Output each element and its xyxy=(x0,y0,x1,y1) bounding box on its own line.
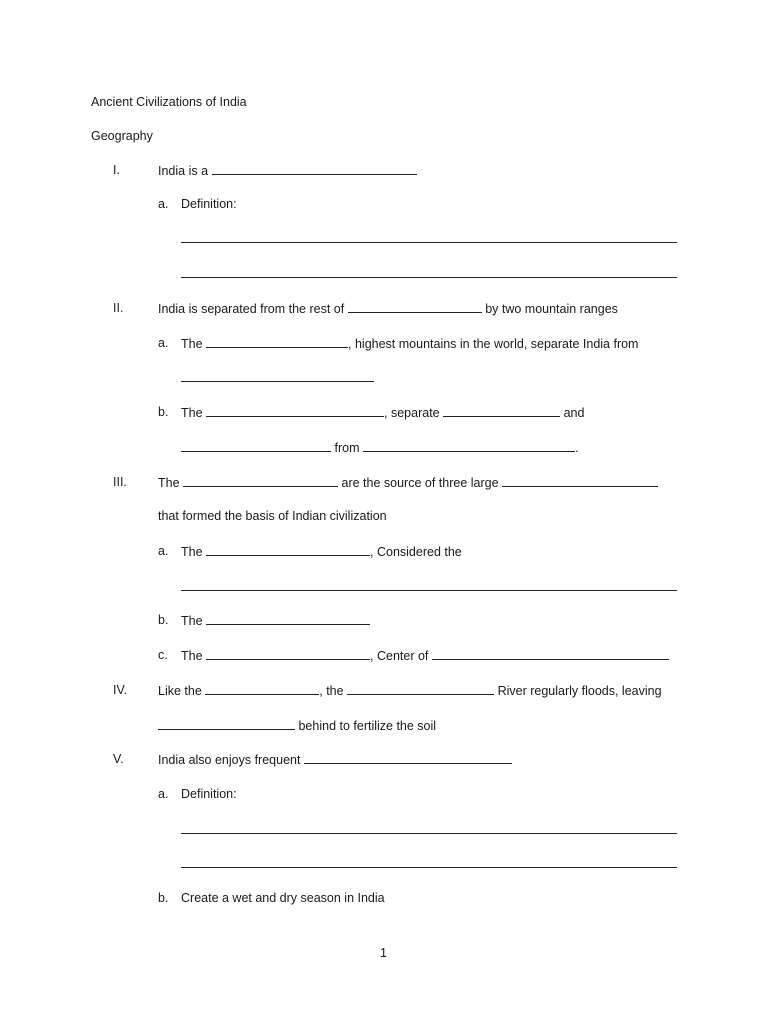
item-ii-a xyxy=(181,335,638,352)
numeral-ii: II. xyxy=(113,301,124,315)
section-heading: Geography xyxy=(91,129,153,143)
letter-ii-b: b. xyxy=(158,405,169,419)
word-the: The xyxy=(158,476,180,490)
item-iv xyxy=(158,682,662,699)
item-iv-river: River regularly floods, leaving xyxy=(497,684,662,698)
worksheet-title: Ancient Civilizations of India xyxy=(91,95,247,109)
blank-iii-b[interactable] xyxy=(206,612,370,625)
item-v-text: India also enjoys frequent xyxy=(158,753,301,767)
item-ii-b-cont xyxy=(181,439,578,456)
blank-iii-a[interactable] xyxy=(206,543,370,556)
item-iv-the: , the xyxy=(319,684,344,698)
letter-v-b: b. xyxy=(158,891,169,905)
letter-v-a: a. xyxy=(158,787,169,801)
item-iv-behind: behind to fertilize the soil xyxy=(298,719,437,733)
item-iii xyxy=(158,474,658,491)
blank-ii[interactable] xyxy=(348,300,482,313)
numeral-i: I. xyxy=(113,163,120,177)
word-the: The xyxy=(181,545,203,559)
definition-label-i: Definition: xyxy=(181,197,237,211)
page-number: 1 xyxy=(380,946,387,960)
item-i-text: India is a xyxy=(158,164,209,178)
item-ii-a-cont xyxy=(181,369,374,386)
item-iii-b xyxy=(181,612,370,629)
blank-iii-c-1[interactable] xyxy=(206,647,370,660)
period: . xyxy=(574,441,579,455)
blank-ii-b-3[interactable] xyxy=(181,439,331,452)
letter-i-a: a. xyxy=(158,197,169,211)
blank-iv-2[interactable] xyxy=(347,682,494,695)
word-the: The xyxy=(181,649,203,663)
item-iv-cont xyxy=(158,717,436,734)
answer-line[interactable] xyxy=(181,833,677,834)
item-ii-b xyxy=(181,404,584,421)
word-the: The xyxy=(181,406,203,420)
blank-ii-b-4[interactable] xyxy=(363,439,575,452)
numeral-iii: III. xyxy=(113,475,127,489)
item-i xyxy=(158,162,417,179)
item-v-b-text: Create a wet and dry season in India xyxy=(181,891,385,905)
answer-line[interactable] xyxy=(181,590,677,591)
answer-line[interactable] xyxy=(181,277,677,278)
blank-iv-3[interactable] xyxy=(158,717,295,730)
item-iii-a xyxy=(181,543,462,560)
numeral-iv: IV. xyxy=(113,683,128,697)
word-the: The xyxy=(181,614,203,628)
definition-label-v: Definition: xyxy=(181,787,237,801)
item-iii-c xyxy=(181,647,669,664)
item-v xyxy=(158,751,512,768)
blank-ii-a-1[interactable] xyxy=(206,335,348,348)
blank-ii-a-2[interactable] xyxy=(181,369,374,382)
blank-iv-1[interactable] xyxy=(205,682,319,695)
item-ii-b-from: from xyxy=(334,441,360,455)
item-iii-a-text: , Considered the xyxy=(370,545,462,559)
word-the: The xyxy=(181,337,203,351)
item-iii-c-text: , Center of xyxy=(370,649,429,663)
letter-iii-a: a. xyxy=(158,544,169,558)
answer-line[interactable] xyxy=(181,242,677,243)
blank-i[interactable] xyxy=(212,162,417,175)
letter-iii-b: b. xyxy=(158,613,169,627)
item-ii-text-2: by two mountain ranges xyxy=(485,302,618,316)
blank-iii-1[interactable] xyxy=(183,474,338,487)
letter-iii-c: c. xyxy=(158,648,168,662)
answer-line[interactable] xyxy=(181,867,677,868)
numeral-v: V. xyxy=(113,752,124,766)
blank-ii-b-2[interactable] xyxy=(443,404,560,417)
item-ii-a-text: , highest mountains in the world, separate India from xyxy=(348,337,639,351)
blank-iii-2[interactable] xyxy=(502,474,658,487)
item-ii xyxy=(158,300,618,317)
blank-ii-b-1[interactable] xyxy=(206,404,384,417)
blank-v[interactable] xyxy=(304,751,512,764)
item-iii-text-1: are the source of three large xyxy=(341,476,499,490)
blank-iii-c-2[interactable] xyxy=(432,647,669,660)
item-ii-b-and: and xyxy=(563,406,585,420)
item-iii-text-2: that formed the basis of Indian civilization xyxy=(158,509,387,523)
item-ii-b-separate: , separate xyxy=(384,406,440,420)
letter-ii-a: a. xyxy=(158,336,169,350)
item-iv-like: Like the xyxy=(158,684,202,698)
item-ii-text-1: India is separated from the rest of xyxy=(158,302,345,316)
